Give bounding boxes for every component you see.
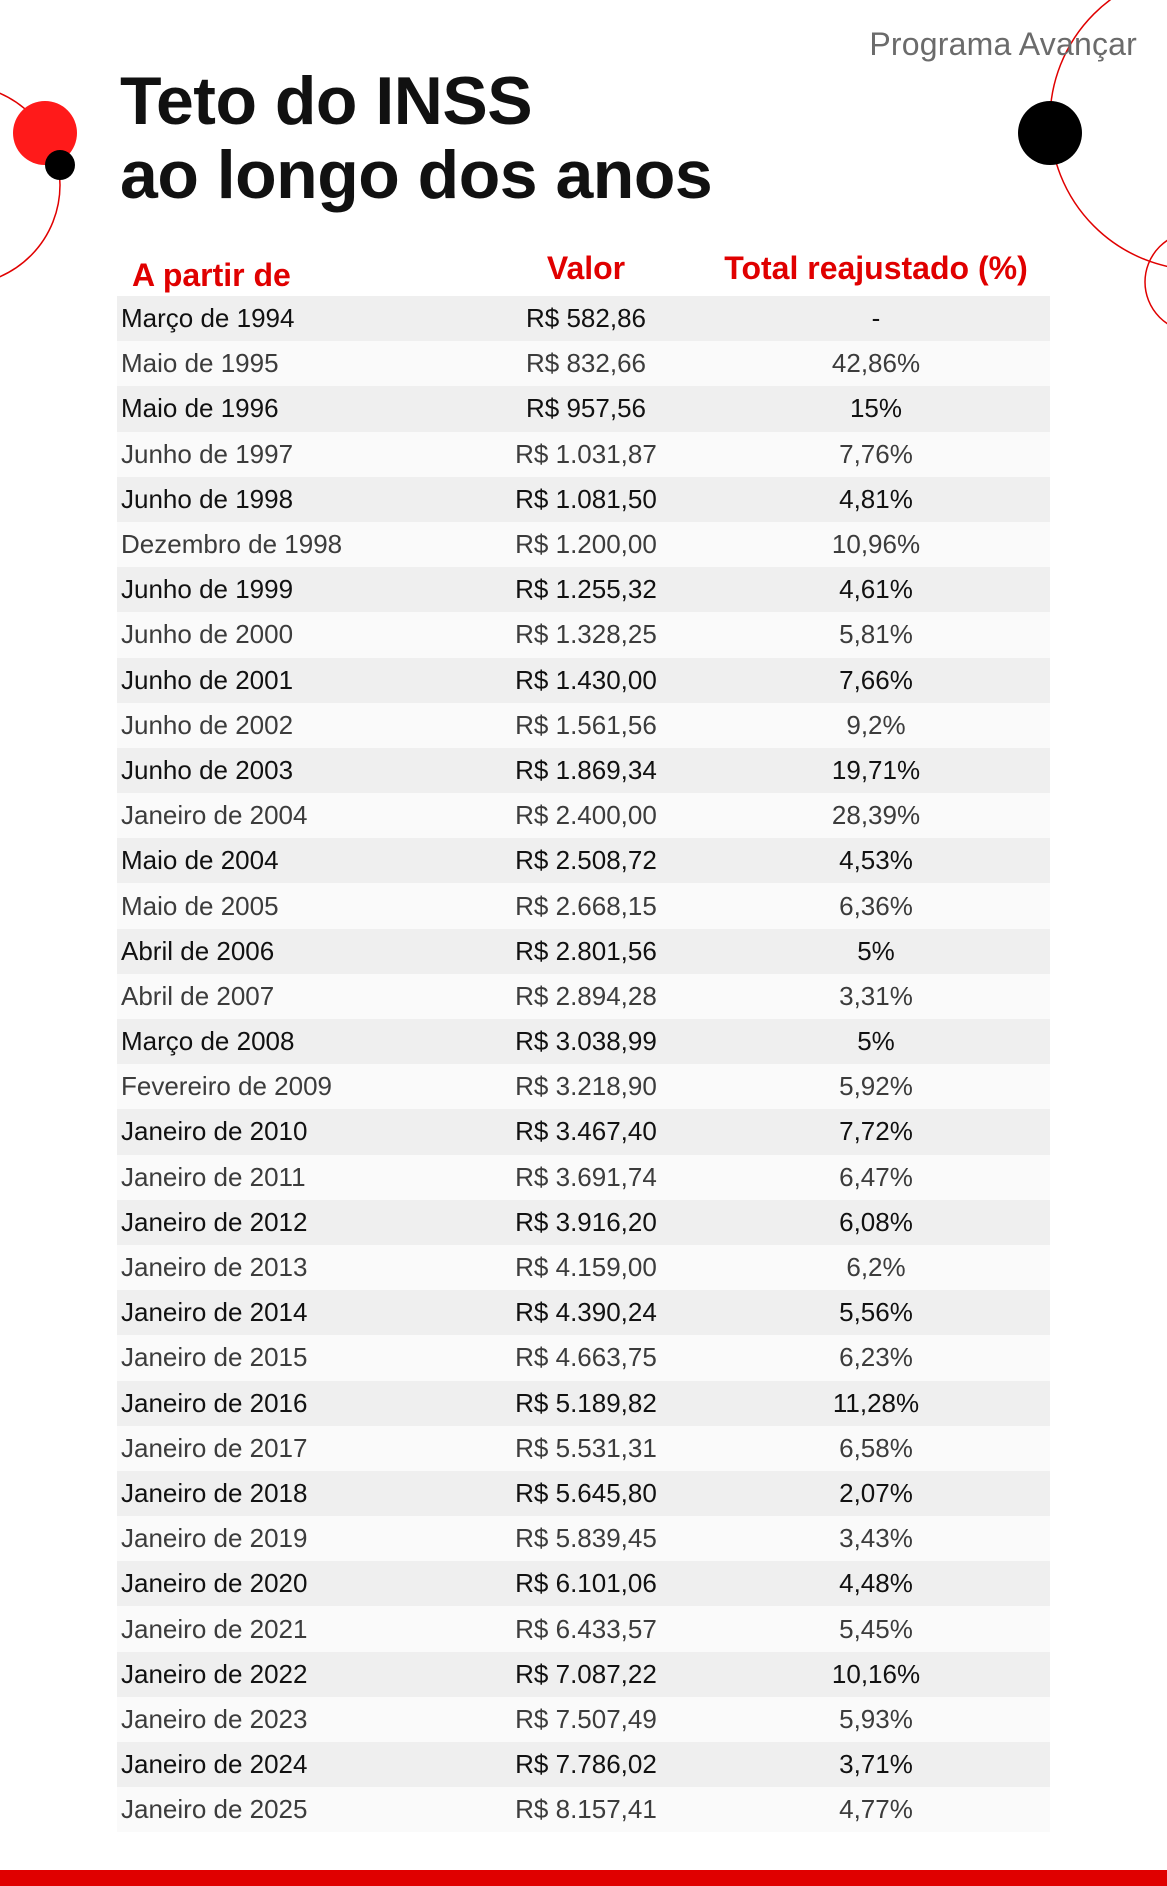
cell-start-date: Junho de 2002 <box>121 709 294 740</box>
cell-value: R$ 1.255,32 <box>515 574 657 605</box>
cell-adjustment: 4,77% <box>839 1794 913 1825</box>
cell-start-date: Junho de 2001 <box>121 664 294 695</box>
table-row <box>117 522 1050 567</box>
inss-ceiling-table <box>117 240 1050 1832</box>
cell-adjustment: 3,43% <box>839 1523 913 1554</box>
cell-value: R$ 957,56 <box>526 393 646 424</box>
cell-start-date: Maio de 2004 <box>121 845 279 876</box>
cell-start-date: Maio de 1996 <box>121 393 279 424</box>
cell-start-date: Abril de 2007 <box>121 980 275 1011</box>
table-row <box>117 974 1050 1019</box>
table-row <box>117 1606 1050 1651</box>
cell-value: R$ 832,66 <box>526 348 646 379</box>
table-row <box>117 703 1050 748</box>
cell-start-date: Abril de 2006 <box>121 935 275 966</box>
cell-adjustment: 7,66% <box>839 664 913 695</box>
cell-adjustment: 5% <box>857 1026 895 1057</box>
cell-start-date: Janeiro de 2014 <box>121 1297 308 1328</box>
cell-start-date: Janeiro de 2004 <box>121 800 308 831</box>
bottom-accent-bar <box>0 1870 1167 1886</box>
cell-start-date: Maio de 1995 <box>121 348 279 379</box>
cell-adjustment: 5,81% <box>839 619 913 650</box>
cell-start-date: Maio de 2005 <box>121 890 279 921</box>
cell-value: R$ 6.101,06 <box>515 1568 657 1599</box>
cell-adjustment: 7,72% <box>839 1116 913 1147</box>
table-row <box>117 1516 1050 1561</box>
table-row <box>117 1155 1050 1200</box>
left-black-dot <box>45 150 75 180</box>
cell-adjustment: 3,31% <box>839 980 913 1011</box>
left-red-dot <box>13 101 77 165</box>
cell-value: R$ 3.467,40 <box>515 1116 657 1147</box>
cell-adjustment: 6,36% <box>839 890 913 921</box>
cell-value: R$ 4.663,75 <box>515 1342 657 1373</box>
cell-adjustment: 6,58% <box>839 1432 913 1463</box>
cell-start-date: Janeiro de 2019 <box>121 1523 308 1554</box>
cell-adjustment: 7,76% <box>839 438 913 469</box>
table-row <box>117 386 1050 431</box>
cell-adjustment: 2,07% <box>839 1477 913 1508</box>
table-row <box>117 1245 1050 1290</box>
page-title <box>120 64 712 212</box>
cell-start-date: Junho de 1997 <box>121 438 294 469</box>
cell-adjustment: 6,23% <box>839 1342 913 1373</box>
cell-value: R$ 2.400,00 <box>515 800 657 831</box>
table-body <box>117 296 1050 1832</box>
table-row <box>117 432 1050 477</box>
cell-value: R$ 3.916,20 <box>515 1206 657 1237</box>
cell-adjustment: 10,96% <box>831 529 921 560</box>
table-row <box>117 1109 1050 1154</box>
cell-value: R$ 5.839,45 <box>515 1523 657 1554</box>
header-start-date: A partir de <box>132 256 291 293</box>
cell-value: R$ 2.801,56 <box>515 935 657 966</box>
cell-start-date: Janeiro de 2022 <box>121 1658 308 1689</box>
cell-adjustment: 5,93% <box>839 1703 913 1734</box>
cell-start-date: Janeiro de 2017 <box>121 1432 308 1463</box>
cell-value: R$ 3.038,99 <box>515 1026 657 1057</box>
title-line-2: ao longo dos anos <box>120 137 713 213</box>
table-row <box>117 1471 1050 1516</box>
cell-start-date: Janeiro de 2016 <box>121 1387 308 1418</box>
cell-start-date: Junho de 2003 <box>121 754 294 785</box>
table-row <box>117 1200 1050 1245</box>
cell-value: R$ 1.081,50 <box>515 483 657 514</box>
cell-adjustment: - <box>871 303 881 334</box>
cell-start-date: Janeiro de 2020 <box>121 1568 308 1599</box>
cell-value: R$ 8.157,41 <box>515 1794 657 1825</box>
header-adjustment: Total reajustado (%) <box>724 249 1028 286</box>
cell-adjustment: 6,47% <box>839 1161 913 1192</box>
cell-value: R$ 582,86 <box>526 303 646 334</box>
title-line-1: Teto do INSS <box>120 63 533 139</box>
cell-adjustment: 10,16% <box>831 1658 921 1689</box>
cell-start-date: Janeiro de 2011 <box>121 1161 306 1192</box>
cell-adjustment: 15% <box>849 393 903 424</box>
header-value: Valor <box>546 249 626 286</box>
table-row <box>117 1742 1050 1787</box>
table-row <box>117 838 1050 883</box>
cell-value: R$ 2.668,15 <box>515 890 657 921</box>
cell-adjustment: 4,81% <box>839 483 913 514</box>
cell-value: R$ 3.218,90 <box>515 1071 657 1102</box>
cell-start-date: Janeiro de 2025 <box>121 1794 308 1825</box>
cell-value: R$ 7.087,22 <box>515 1658 657 1689</box>
cell-start-date: Junho de 2000 <box>121 619 294 650</box>
cell-value: R$ 1.561,56 <box>515 709 657 740</box>
table-header <box>117 240 1050 296</box>
table-row <box>117 1381 1050 1426</box>
cell-start-date: Março de 2008 <box>121 1026 295 1057</box>
table-row <box>117 1335 1050 1380</box>
cell-value: R$ 7.786,02 <box>515 1749 657 1780</box>
cell-adjustment: 9,2% <box>846 709 906 740</box>
table-row <box>117 793 1050 838</box>
table-row <box>117 929 1050 974</box>
cell-adjustment: 28,39% <box>831 800 921 831</box>
cell-adjustment: 3,71% <box>839 1749 913 1780</box>
cell-value: R$ 2.508,72 <box>515 845 657 876</box>
cell-start-date: Janeiro de 2021 <box>121 1613 308 1644</box>
cell-start-date: Dezembro de 1998 <box>121 529 343 560</box>
cell-value: R$ 5.189,82 <box>515 1387 657 1418</box>
table-row <box>117 658 1050 703</box>
table-row <box>117 612 1050 657</box>
cell-adjustment: 6,08% <box>839 1206 913 1237</box>
cell-start-date: Janeiro de 2018 <box>121 1477 308 1508</box>
cell-start-date: Janeiro de 2013 <box>121 1252 308 1283</box>
table-row <box>117 567 1050 612</box>
cell-start-date: Junho de 1998 <box>121 483 294 514</box>
cell-value: R$ 1.200,00 <box>515 529 657 560</box>
table-row <box>117 883 1050 928</box>
cell-adjustment: 42,86% <box>831 348 921 379</box>
table-row <box>117 1426 1050 1471</box>
right-small-outline-circle <box>1145 232 1167 332</box>
cell-adjustment: 5% <box>857 935 895 966</box>
cell-adjustment: 11,28% <box>832 1387 920 1418</box>
table-row <box>117 1652 1050 1697</box>
cell-value: R$ 4.159,00 <box>515 1252 657 1283</box>
cell-adjustment: 5,45% <box>839 1613 913 1644</box>
table-row <box>117 341 1050 386</box>
table-row <box>117 1787 1050 1832</box>
cell-adjustment: 5,92% <box>839 1071 913 1102</box>
cell-adjustment: 4,53% <box>839 845 913 876</box>
cell-value: R$ 1.031,87 <box>515 438 657 469</box>
cell-value: R$ 1.430,00 <box>515 664 657 695</box>
cell-adjustment: 4,61% <box>839 574 913 605</box>
cell-value: R$ 7.507,49 <box>515 1703 657 1734</box>
cell-adjustment: 19,71% <box>831 754 921 785</box>
cell-adjustment: 5,56% <box>839 1297 913 1328</box>
cell-value: R$ 5.531,31 <box>515 1432 657 1463</box>
cell-start-date: Janeiro de 2010 <box>121 1116 308 1147</box>
cell-value: R$ 5.645,80 <box>515 1477 657 1508</box>
table-row <box>117 1019 1050 1064</box>
cell-start-date: Fevereiro de 2009 <box>121 1071 333 1102</box>
table-row <box>117 1064 1050 1109</box>
cell-start-date: Janeiro de 2023 <box>121 1703 308 1734</box>
right-black-dot <box>1018 101 1082 165</box>
table-row <box>117 296 1050 341</box>
cell-adjustment: 4,48% <box>839 1568 913 1599</box>
left-outline-circle <box>0 85 60 285</box>
cell-value: R$ 3.691,74 <box>515 1161 657 1192</box>
cell-start-date: Janeiro de 2024 <box>121 1749 308 1780</box>
cell-start-date: Março de 1994 <box>121 303 295 334</box>
cell-start-date: Junho de 1999 <box>121 574 294 605</box>
cell-value: R$ 1.869,34 <box>515 754 657 785</box>
cell-value: R$ 4.390,24 <box>515 1297 657 1328</box>
table-row <box>117 748 1050 793</box>
brand-label: Programa Avançar <box>869 26 1137 62</box>
table-row <box>117 1697 1050 1742</box>
cell-value: R$ 2.894,28 <box>515 980 657 1011</box>
cell-start-date: Janeiro de 2012 <box>121 1206 308 1237</box>
table-row <box>117 1290 1050 1335</box>
table-row <box>117 1561 1050 1606</box>
cell-adjustment: 6,2% <box>846 1252 906 1283</box>
cell-start-date: Janeiro de 2015 <box>121 1342 308 1373</box>
cell-value: R$ 6.433,57 <box>515 1613 657 1644</box>
cell-value: R$ 1.328,25 <box>515 619 657 650</box>
table-row <box>117 477 1050 522</box>
